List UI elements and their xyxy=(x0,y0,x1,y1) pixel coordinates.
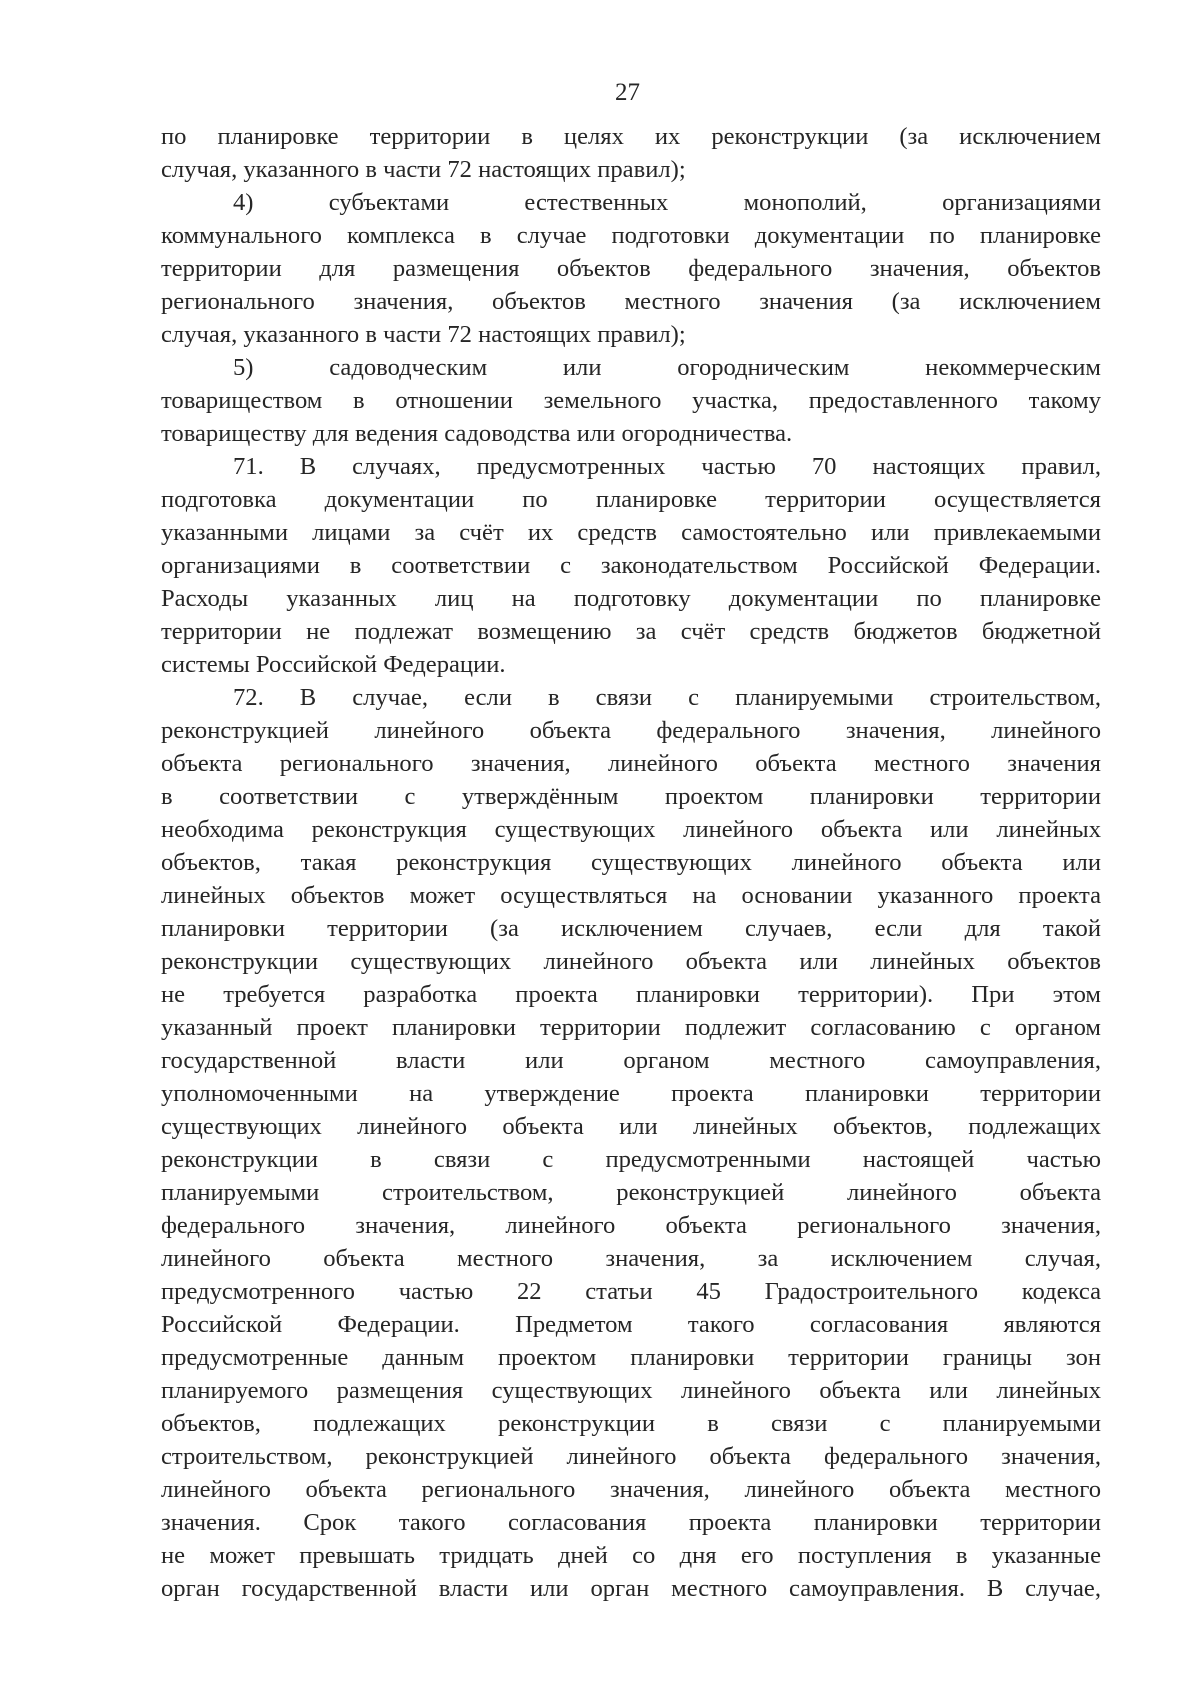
text-line: территории не подлежат возмещению за счёт средств бюджетов бюджетной xyxy=(161,618,1101,645)
text-line: необходима реконструкция существующих линейного объекта или линейных xyxy=(161,816,1101,843)
text-line: строительством, реконструкцией линейного объекта федерального значения, xyxy=(161,1443,1101,1470)
document-body xyxy=(161,120,1101,1605)
text-line: не может превышать тридцать дней со дня его поступления в указанные xyxy=(161,1542,1101,1569)
text-line: федерального значения, линейного объекта регионального значения, xyxy=(161,1212,1101,1239)
text-line: линейного объекта регионального значения, линейного объекта местного xyxy=(161,1476,1101,1503)
text-line: подготовка документации по планировке территории осуществляется xyxy=(161,486,1101,513)
text-line: случая, указанного в части 72 настоящих правил); xyxy=(161,156,686,183)
text-line: объектов, подлежащих реконструкции в связи с планируемыми xyxy=(161,1410,1101,1437)
text-line: планируемыми строительством, реконструкцией линейного объекта xyxy=(161,1179,1101,1206)
text-line: указанный проект планировки территории подлежит согласованию с органом xyxy=(161,1014,1101,1041)
text-line: указанными лицами за счёт их средств самостоятельно или привлекаемыми xyxy=(161,519,1101,546)
page-number: 27 xyxy=(615,79,640,106)
text-line: значения. Срок такого согласования проекта планировки территории xyxy=(161,1509,1101,1536)
text-line: планировки территории (за исключением случаев, если для такой xyxy=(161,915,1101,942)
text-line: случая, указанного в части 72 настоящих правил); xyxy=(161,321,686,348)
text-line: по планировке территории в целях их реконструкции (за исключением xyxy=(161,123,1101,150)
text-line: реконструкции существующих линейного объекта или линейных объектов xyxy=(161,948,1101,975)
text-line: объекта регионального значения, линейного объекта местного значения xyxy=(161,750,1101,777)
text-line: Расходы указанных лиц на подготовку документации по планировке xyxy=(161,585,1101,612)
text-line: коммунального комплекса в случае подготовки документации по планировке xyxy=(161,222,1101,249)
text-line: орган государственной власти или орган местного самоуправления. В случае, xyxy=(161,1575,1101,1602)
text-line: товариществом в отношении земельного участка, предоставленного такому xyxy=(161,387,1101,414)
text-line: объектов, такая реконструкция существующих линейного объекта или xyxy=(161,849,1101,876)
text-line: территории для размещения объектов федерального значения, объектов xyxy=(161,255,1101,282)
text-line: 71. В случаях, предусмотренных частью 70 настоящих правил, xyxy=(233,453,1101,480)
text-line: линейного объекта местного значения, за исключением случая, xyxy=(161,1245,1101,1272)
text-line: реконструкции в связи с предусмотренными настоящей частью xyxy=(161,1146,1101,1173)
text-line: планируемого размещения существующих линейного объекта или линейных xyxy=(161,1377,1101,1404)
text-line: организациями в соответствии с законодательством Российской Федерации. xyxy=(161,552,1101,579)
text-line: 4) субъектами естественных монополий, организациями xyxy=(233,189,1101,216)
text-line: регионального значения, объектов местного значения (за исключением xyxy=(161,288,1101,315)
text-line: не требуется разработка проекта планировки территории). При этом xyxy=(161,981,1101,1008)
text-line: государственной власти или органом местного самоуправления, xyxy=(161,1047,1101,1074)
text-line: Российской Федерации. Предметом такого согласования являются xyxy=(161,1311,1101,1338)
text-line: предусмотренные данным проектом планировки территории границы зон xyxy=(161,1344,1101,1371)
text-line: системы Российской Федерации. xyxy=(161,651,506,678)
text-line: в соответствии с утверждённым проектом планировки территории xyxy=(161,783,1101,810)
text-line: товариществу для ведения садоводства или огородничества. xyxy=(161,420,793,447)
text-line: 72. В случае, если в связи с планируемыми строительством, xyxy=(233,684,1101,711)
text-line: предусмотренного частью 22 статьи 45 Градостроительного кодекса xyxy=(161,1278,1101,1305)
text-line: 5) садоводческим или огородническим некоммерческим xyxy=(233,354,1101,381)
text-line: реконструкцией линейного объекта федерального значения, линейного xyxy=(161,717,1101,744)
text-line: уполномоченными на утверждение проекта планировки территории xyxy=(161,1080,1101,1107)
text-line: линейных объектов может осуществляться на основании указанного проекта xyxy=(161,882,1101,909)
text-line: существующих линейного объекта или линейных объектов, подлежащих xyxy=(161,1113,1101,1140)
